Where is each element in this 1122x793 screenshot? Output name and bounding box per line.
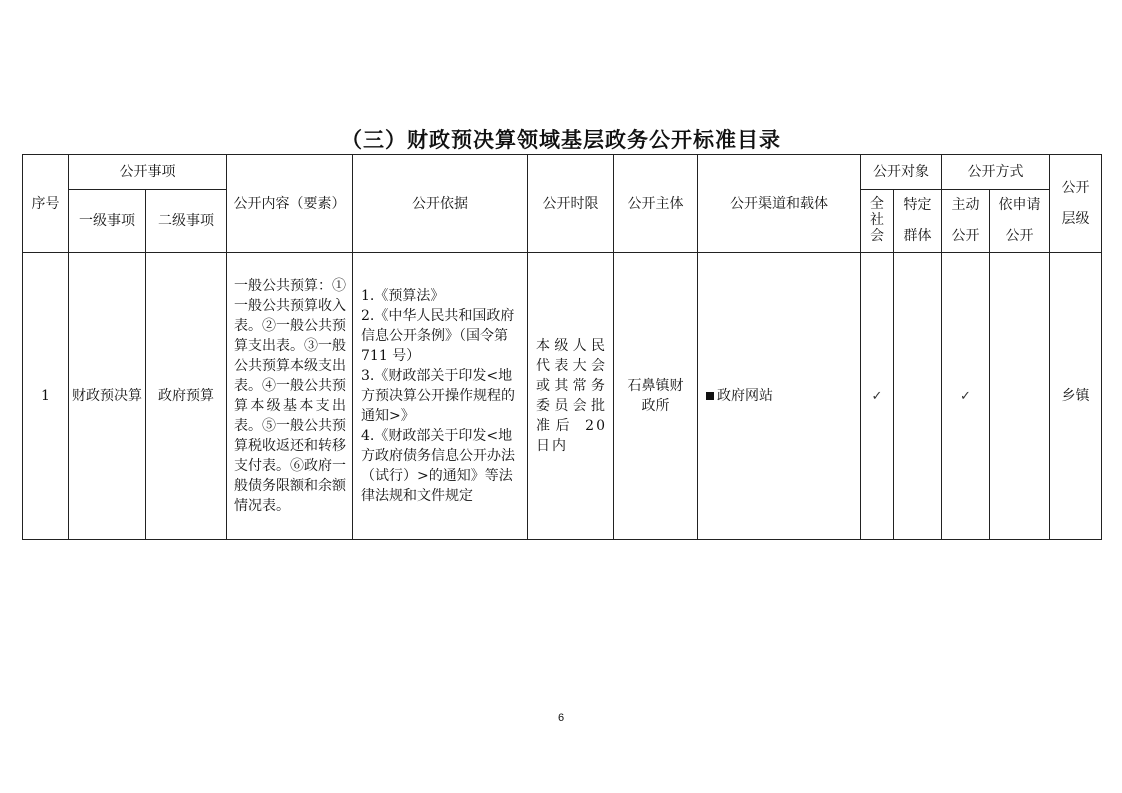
table-row [23, 253, 1102, 540]
header-basis: 公开依据 [353, 155, 528, 253]
standard-catalog-table [22, 154, 1102, 540]
cell-level2: 政府预算 [146, 253, 227, 540]
checkmark-icon: ✓ [960, 388, 971, 404]
square-bullet-icon [706, 392, 714, 400]
cell-level1: 财政预决算 [69, 253, 146, 540]
header-tier-line1: 公开 [1061, 179, 1090, 196]
header-target-all [861, 190, 894, 253]
header-target: 公开对象 [861, 155, 942, 190]
content-text: 一般公共预算：①一般公共预算收入表。②一般公共预算支出表。③一般公共预算本级支出表。④一般公共预算本级基本支出表。⑤一般公共预算税收返还和转移支付表。⑥政府一般债务限额和余额情况表。 [234, 278, 346, 514]
cell-subject [614, 253, 698, 540]
header-subject: 公开主体 [614, 155, 698, 253]
cell-method-request [990, 253, 1050, 540]
cell-target-all [861, 253, 894, 540]
basis-item-4: 4.《财政部关于印发<地方政府债务信息公开办法（试行）>的通知》等法律法规和文件规定 [361, 428, 515, 504]
header-level1: 一级事项 [69, 190, 146, 253]
header-target-specific-line1: 特定 [903, 197, 932, 213]
basis-item-2: 2.《中华人民共和国政府信息公开条例》（国令第 711 号） [361, 308, 515, 364]
period-text: 本级人民代表大会或其常务委员会批准后 20 日内 [536, 338, 607, 454]
header-target-specific-line2: 群体 [903, 228, 932, 244]
basis-item-1: 1.《预算法》 [361, 288, 445, 304]
page-number: 6 [557, 712, 565, 724]
cell-tier: 乡镇 [1050, 253, 1102, 540]
cell-method-active [942, 253, 990, 540]
subject-text: 石鼻镇财政所 [627, 378, 684, 414]
header-seq: 序号 [23, 155, 69, 253]
header-method-active-line1: 主动 [951, 197, 980, 213]
cell-channel [698, 253, 861, 540]
header-items: 公开事项 [69, 155, 227, 190]
header-tier-line2: 层级 [1061, 210, 1090, 227]
header-channel: 公开渠道和载体 [698, 155, 861, 253]
header-period: 公开时限 [528, 155, 614, 253]
cell-period [528, 253, 614, 540]
checkmark-icon: ✓ [871, 388, 883, 404]
header-method-request [990, 190, 1050, 253]
basis-item-3: 3.《财政部关于印发<地方预决算公开操作规程的通知>》 [361, 368, 515, 424]
channel-text: 政府网站 [717, 388, 773, 404]
header-method-active [942, 190, 990, 253]
header-method: 公开方式 [942, 155, 1050, 190]
header-target-all-text: 全社会 [870, 196, 884, 244]
header-method-request-line1: 依申请 [998, 197, 1041, 213]
header-tier [1050, 155, 1102, 253]
header-method-request-line2: 公开 [1005, 228, 1034, 244]
header-target-specific [894, 190, 942, 253]
header-method-active-line2: 公开 [951, 228, 980, 244]
header-content: 公开内容（要素） [227, 155, 353, 253]
page-title: （三）财政预决算领域基层政务公开标准目录 [341, 127, 781, 152]
cell-target-specific [894, 253, 942, 540]
header-level2: 二级事项 [146, 190, 227, 253]
cell-content [227, 253, 353, 540]
cell-seq: 1 [23, 253, 69, 540]
cell-basis [353, 253, 528, 540]
